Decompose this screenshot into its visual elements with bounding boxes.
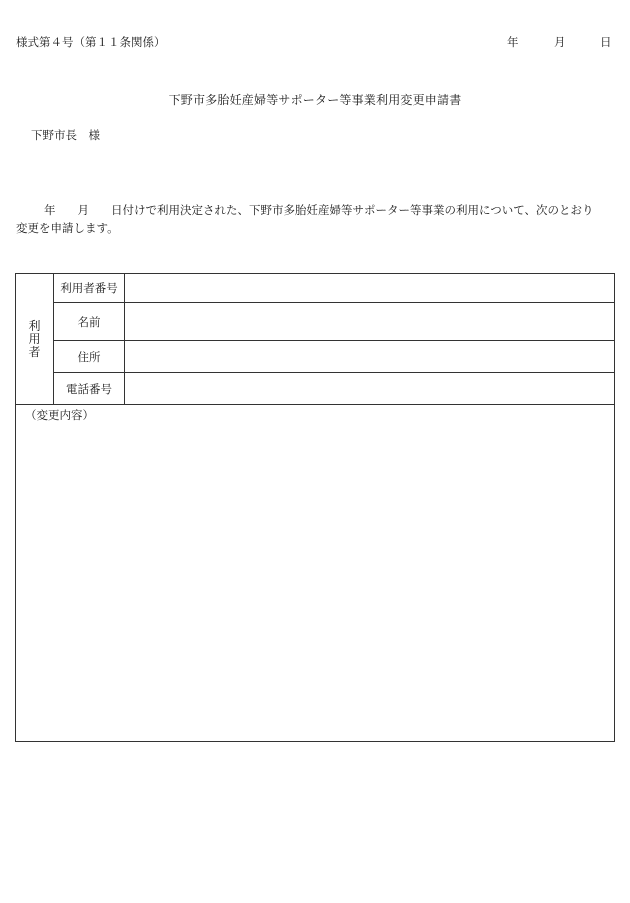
phone-label: 電話番号 (54, 373, 125, 405)
body-paragraph (16, 201, 616, 237)
address-field[interactable] (125, 341, 615, 373)
date-month-label: 月 (554, 35, 566, 49)
body-month-label: 月 (77, 203, 89, 217)
user-number-label: 利用者番号 (54, 274, 125, 303)
body-line-1 (16, 201, 616, 219)
change-content-label: （変更内容） (25, 408, 94, 422)
applicant-group-label: 利 用 者 (16, 274, 54, 405)
document-title: 下野市多胎妊産婦等サポーター等事業利用変更申請書 (168, 93, 462, 107)
body-year-label: 年 (44, 203, 56, 217)
table-row (16, 373, 615, 405)
table-row (16, 341, 615, 373)
address-label: 住所 (54, 341, 125, 373)
applicant-table (15, 273, 615, 742)
date-year-label: 年 (507, 35, 519, 49)
date-day-label: 日 (600, 35, 612, 49)
name-field[interactable] (125, 303, 615, 341)
change-content-field[interactable] (16, 405, 615, 742)
name-label: 名前 (54, 303, 125, 341)
user-number-field[interactable] (125, 274, 615, 303)
table-row (16, 274, 615, 303)
form-number: 様式第４号（第１１条関係） (16, 35, 166, 49)
body-line-2: 変更を申請します。 (16, 221, 119, 235)
table-row (16, 405, 615, 742)
table-row (16, 303, 615, 341)
phone-field[interactable] (125, 373, 615, 405)
body-line-1-text: 日付けで利用決定された、下野市多胎妊産婦等サポーター等事業の利用について、次のとおり (111, 203, 594, 217)
addressee: 下野市長 様 (31, 128, 100, 142)
